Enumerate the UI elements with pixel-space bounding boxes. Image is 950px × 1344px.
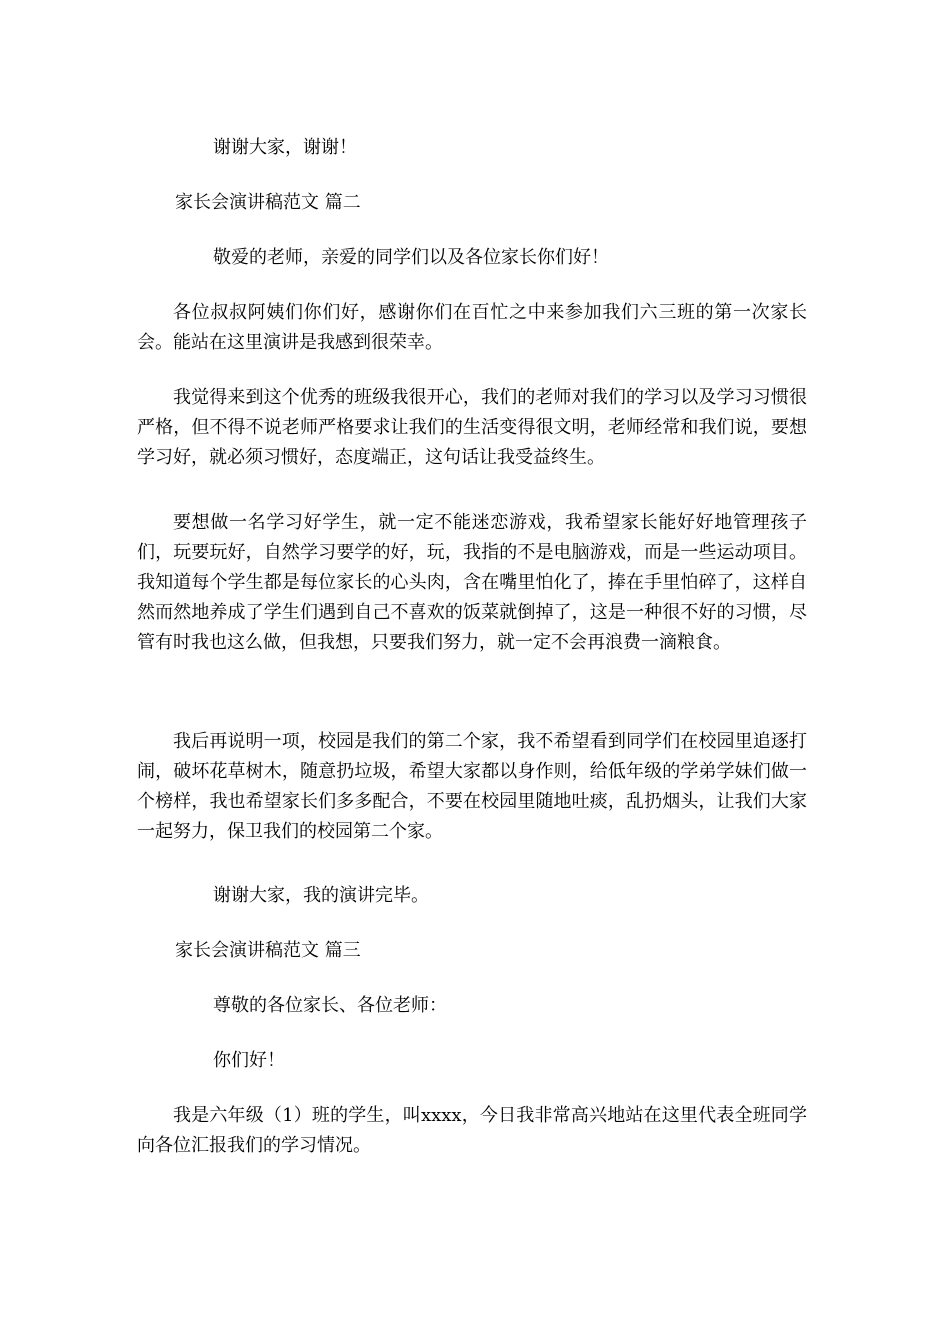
section-heading-2: 家长会演讲稿范文 篇二 — [175, 192, 361, 213]
closing-thanks-2: 谢谢大家，我的演讲完毕。 — [213, 885, 429, 906]
body-paragraph-3: 要想做一名学习好学生，就一定不能迷恋游戏，我希望家长能好好地管理孩子们，玩要玩好，自然学习要学的好，玩，我指的不是电脑游戏，而是一些运动项目。我知道每个学生都是每位家长的心头肉，含在嘴里怕化了，捧在手里怕碎了，这样自然而然地养成了学生们遇到自己不喜欢的饭菜就倒掉了，这是一种很不好的习惯，尽管有时我也这么做，但我想，只要我们努力，就一定不会再浪费一滴粮食。 — [137, 512, 807, 653]
hello-paragraph: 你们好！ — [213, 1050, 285, 1071]
greeting-paragraph: 敬爱的老师，亲爱的同学们以及各位家长你们好！ — [213, 247, 609, 268]
body-paragraph-2: 我觉得来到这个优秀的班级我很开心，我们的老师对我们的学习以及学习习惯很严格，但不得不说老师严格要求让我们的生活变得很文明，老师经常和我们说，要想学习好，就必须习惯好，态度端正，这句话让我受益终生。 — [137, 387, 807, 468]
body-paragraph-1: 各位叔叔阿姨们你们好，感谢你们在百忙之中来参加我们六三班的第一次家长会。能站在这里演讲是我感到很荣幸。 — [137, 302, 807, 353]
salutation-paragraph: 尊敬的各位家长、各位老师： — [213, 995, 447, 1016]
section-heading-3: 家长会演讲稿范文 篇三 — [175, 940, 361, 961]
body-paragraph-5: 我是六年级（1）班的学生，叫xxxx，今日我非常高兴地站在这里代表全班同学向各位汇报我们的学习情况。 — [137, 1105, 807, 1156]
closing-thanks-1: 谢谢大家，谢谢！ — [213, 137, 357, 158]
body-paragraph-4: 我后再说明一项，校园是我们的第二个家，我不希望看到同学们在校园里追逐打闹，破坏花草树木，随意扔垃圾，希望大家都以身作则，给低年级的学弟学妹们做一个榜样，我也希望家长们多多配合，不要在校园里随地吐痰，乱扔烟头，让我们大家一起努力，保卫我们的校园第二个家。 — [137, 731, 807, 842]
